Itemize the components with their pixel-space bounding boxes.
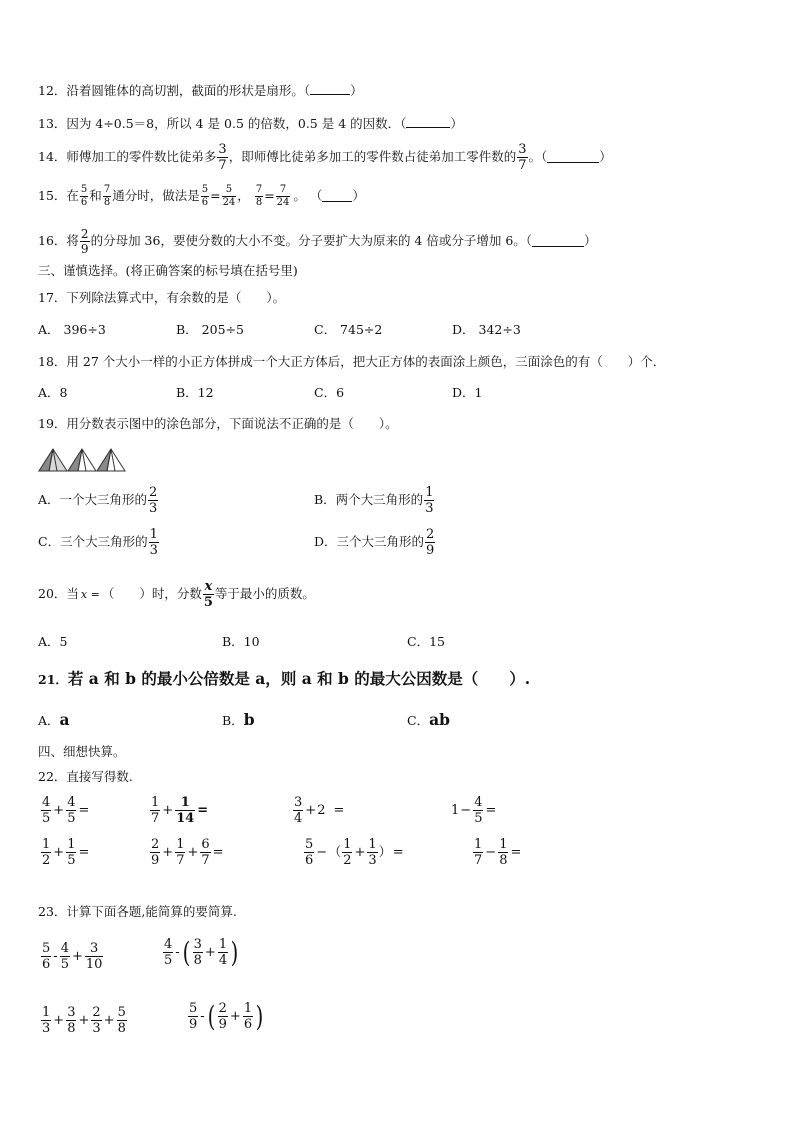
question-text: 用分数表示图中的涂色部分，下面说法不正确的是（ ）。 [66, 416, 398, 431]
question-19 [38, 418, 398, 431]
calc-expression: $\frac{5}{9}$ - ( $\frac{2}{9}$ + $\frac{1}{6}$ ) [189, 999, 264, 1033]
question-12: 12．沿着圆锥体的高切割，截面的形状是扇形。（ ） [38, 83, 363, 98]
calc-expression: $\frac{1}{2}$ + $\frac{1}{5}$ = [42, 837, 90, 868]
option-b[interactable]: B． 205÷5 [176, 322, 244, 337]
section-heading: 三、谨慎选择。(将正确答案的标号填在括号里) [38, 263, 298, 278]
answer-blank[interactable] [547, 152, 599, 163]
fraction: $\frac{5}{6}$ [80, 184, 88, 208]
question-15: 15． 在 $\frac{5}{6}$ 和 $\frac{7}{8}$ 通分时，做法是 $\frac{5}{6}$ = $\frac{5}{24}$ ， $\frac{7}{8}$ = $\frac{7}{24}$ 。 （ ） [38, 184, 365, 208]
option-d[interactable]: D． 342÷3 [452, 322, 521, 337]
fraction: $\frac{7}{24}$ [276, 184, 290, 208]
option-a[interactable]: A． 396÷3 [38, 322, 106, 337]
question-number: 21． [38, 672, 68, 687]
question-22 [38, 771, 133, 784]
fraction: $\frac{3}{7}$ [518, 142, 527, 173]
calc-expression: $\frac{5}{6}$ - $\frac{4}{5}$ + $\frac{3}{10}$ [42, 941, 103, 972]
question-number: 23． [38, 904, 67, 919]
option-b[interactable]: B．b [222, 710, 255, 729]
answer-blank[interactable] [310, 84, 350, 95]
question-text: 下列除法算式中，有余数的是（ ）。 [66, 290, 286, 305]
question-16: 16． 将 $\frac{2}{9}$ 的分母加 36，要使分数的大小不变。分子要扩大为原来的 4 倍或分子增加 6。（ ） [38, 227, 597, 256]
fraction: $\frac{2}{9}$ [80, 227, 89, 256]
option-a[interactable]: A．一个大三角形的 $\frac{2}{3}$ [38, 485, 158, 516]
question-13: 13．因为 4÷0.5＝8，所以 4 是 0.5 的倍数，0.5 是 4 的因数．（ ） [38, 116, 463, 131]
question-number: 15． [38, 188, 67, 204]
calc-expression: $\frac{3}{4}$ + 2 = [294, 795, 345, 826]
option-b[interactable]: B．12 [176, 385, 214, 400]
calc-expression: 1 − $\frac{4}{5}$ = [451, 795, 497, 826]
answer-blank[interactable] [406, 117, 450, 128]
calc-expression: $\frac{1}{3}$ + $\frac{3}{8}$ + $\frac{2}{3}$ + $\frac{5}{8}$ [42, 1005, 126, 1036]
option-c[interactable]: C．三个大三角形的 $\frac{1}{3}$ [38, 527, 158, 558]
question-text: 沿着圆锥体的高切割，截面的形状是扇形。（ [66, 83, 311, 98]
question-number: 14． [38, 149, 67, 165]
question-text: 计算下面各题,能简算的要简算. [66, 904, 237, 919]
fraction: $\frac{7}{8}$ [255, 184, 263, 208]
fraction: $\frac{3}{7}$ [218, 142, 227, 173]
fraction: $\frac{x}{5}$ [203, 579, 213, 610]
question-number: 22． [38, 769, 67, 784]
question-23 [38, 906, 237, 919]
question-number: 16． [38, 233, 67, 249]
question-text: 若 a 和 b 的最小公倍数是 a，则 a 和 b 的最大公因数是（ ）. [67, 669, 531, 688]
option-c[interactable]: C． 745÷2 [314, 322, 383, 337]
calc-expression: $\frac{2}{9}$ + $\frac{1}{7}$ + $\frac{6}{7}$ = [151, 837, 224, 868]
option-a[interactable]: A．5 [38, 634, 68, 649]
question-number: 17． [38, 290, 67, 305]
question-14: 14． 师傅加工的零件数比徒弟多 $\frac{3}{7}$ ，即师傅比徒弟多加工的零件数占徒弟加工零件数的 $\frac{3}{7}$ 。（ ） [38, 142, 612, 173]
option-a[interactable]: A．a [38, 710, 70, 729]
question-number: 19． [38, 416, 67, 431]
question-number: 12． [38, 83, 67, 98]
calc-expression: $\frac{1}{7}$ + $\frac{1}{14}$ = [151, 795, 209, 826]
question-text: 因为 4÷0.5＝8，所以 4 是 0.5 的倍数，0.5 是 4 的因数．（ [66, 116, 407, 131]
option-a[interactable]: A．8 [38, 385, 68, 400]
question-number: 18． [38, 354, 67, 369]
answer-blank[interactable] [322, 191, 352, 202]
calc-expression: $\frac{1}{7}$ − $\frac{1}{8}$ = [474, 837, 522, 868]
question-20: 20． 当 x = （ ）时，分数 $\frac{x}{5}$ 等于最小的质数。 [38, 579, 315, 610]
option-b[interactable]: B．两个大三角形的 $\frac{1}{3}$ [314, 485, 434, 516]
option-c[interactable]: C．6 [314, 385, 345, 400]
question-18 [38, 356, 665, 369]
question-text: 直接写得数. [66, 769, 133, 784]
question-17 [38, 292, 285, 305]
calc-expression: $\frac{4}{5}$ + $\frac{4}{5}$ = [42, 795, 90, 826]
calc-expression: $\frac{4}{5}$ - ( $\frac{3}{8}$ + $\frac{1}{4}$ ) [164, 935, 239, 969]
answer-blank[interactable] [532, 236, 584, 247]
shaded-triangles-figure [38, 448, 128, 472]
calc-expression: $\frac{5}{6}$ − （ $\frac{1}{2}$ + $\frac{1}{3}$ ） = [305, 837, 404, 868]
option-d[interactable]: D．三个大三角形的 $\frac{2}{9}$ [314, 527, 435, 558]
question-number: 20． [38, 586, 67, 602]
option-c[interactable]: C．15 [407, 634, 445, 649]
question-21 [38, 671, 530, 687]
fraction: $\frac{7}{8}$ [103, 184, 111, 208]
option-c[interactable]: C．ab [407, 710, 450, 729]
question-number: 13． [38, 116, 67, 131]
fraction: $\frac{5}{24}$ [222, 184, 236, 208]
question-text: 用 27 个大小一样的小正方体拼成一个大正方体后，把大正方体的表面涂上颜色，三面涂色的有（ ）个． [66, 354, 666, 369]
option-d[interactable]: D．1 [452, 385, 483, 400]
option-b[interactable]: B．10 [222, 634, 260, 649]
section-heading: 四、细想快算。 [38, 744, 126, 759]
fraction: $\frac{5}{6}$ [201, 184, 209, 208]
